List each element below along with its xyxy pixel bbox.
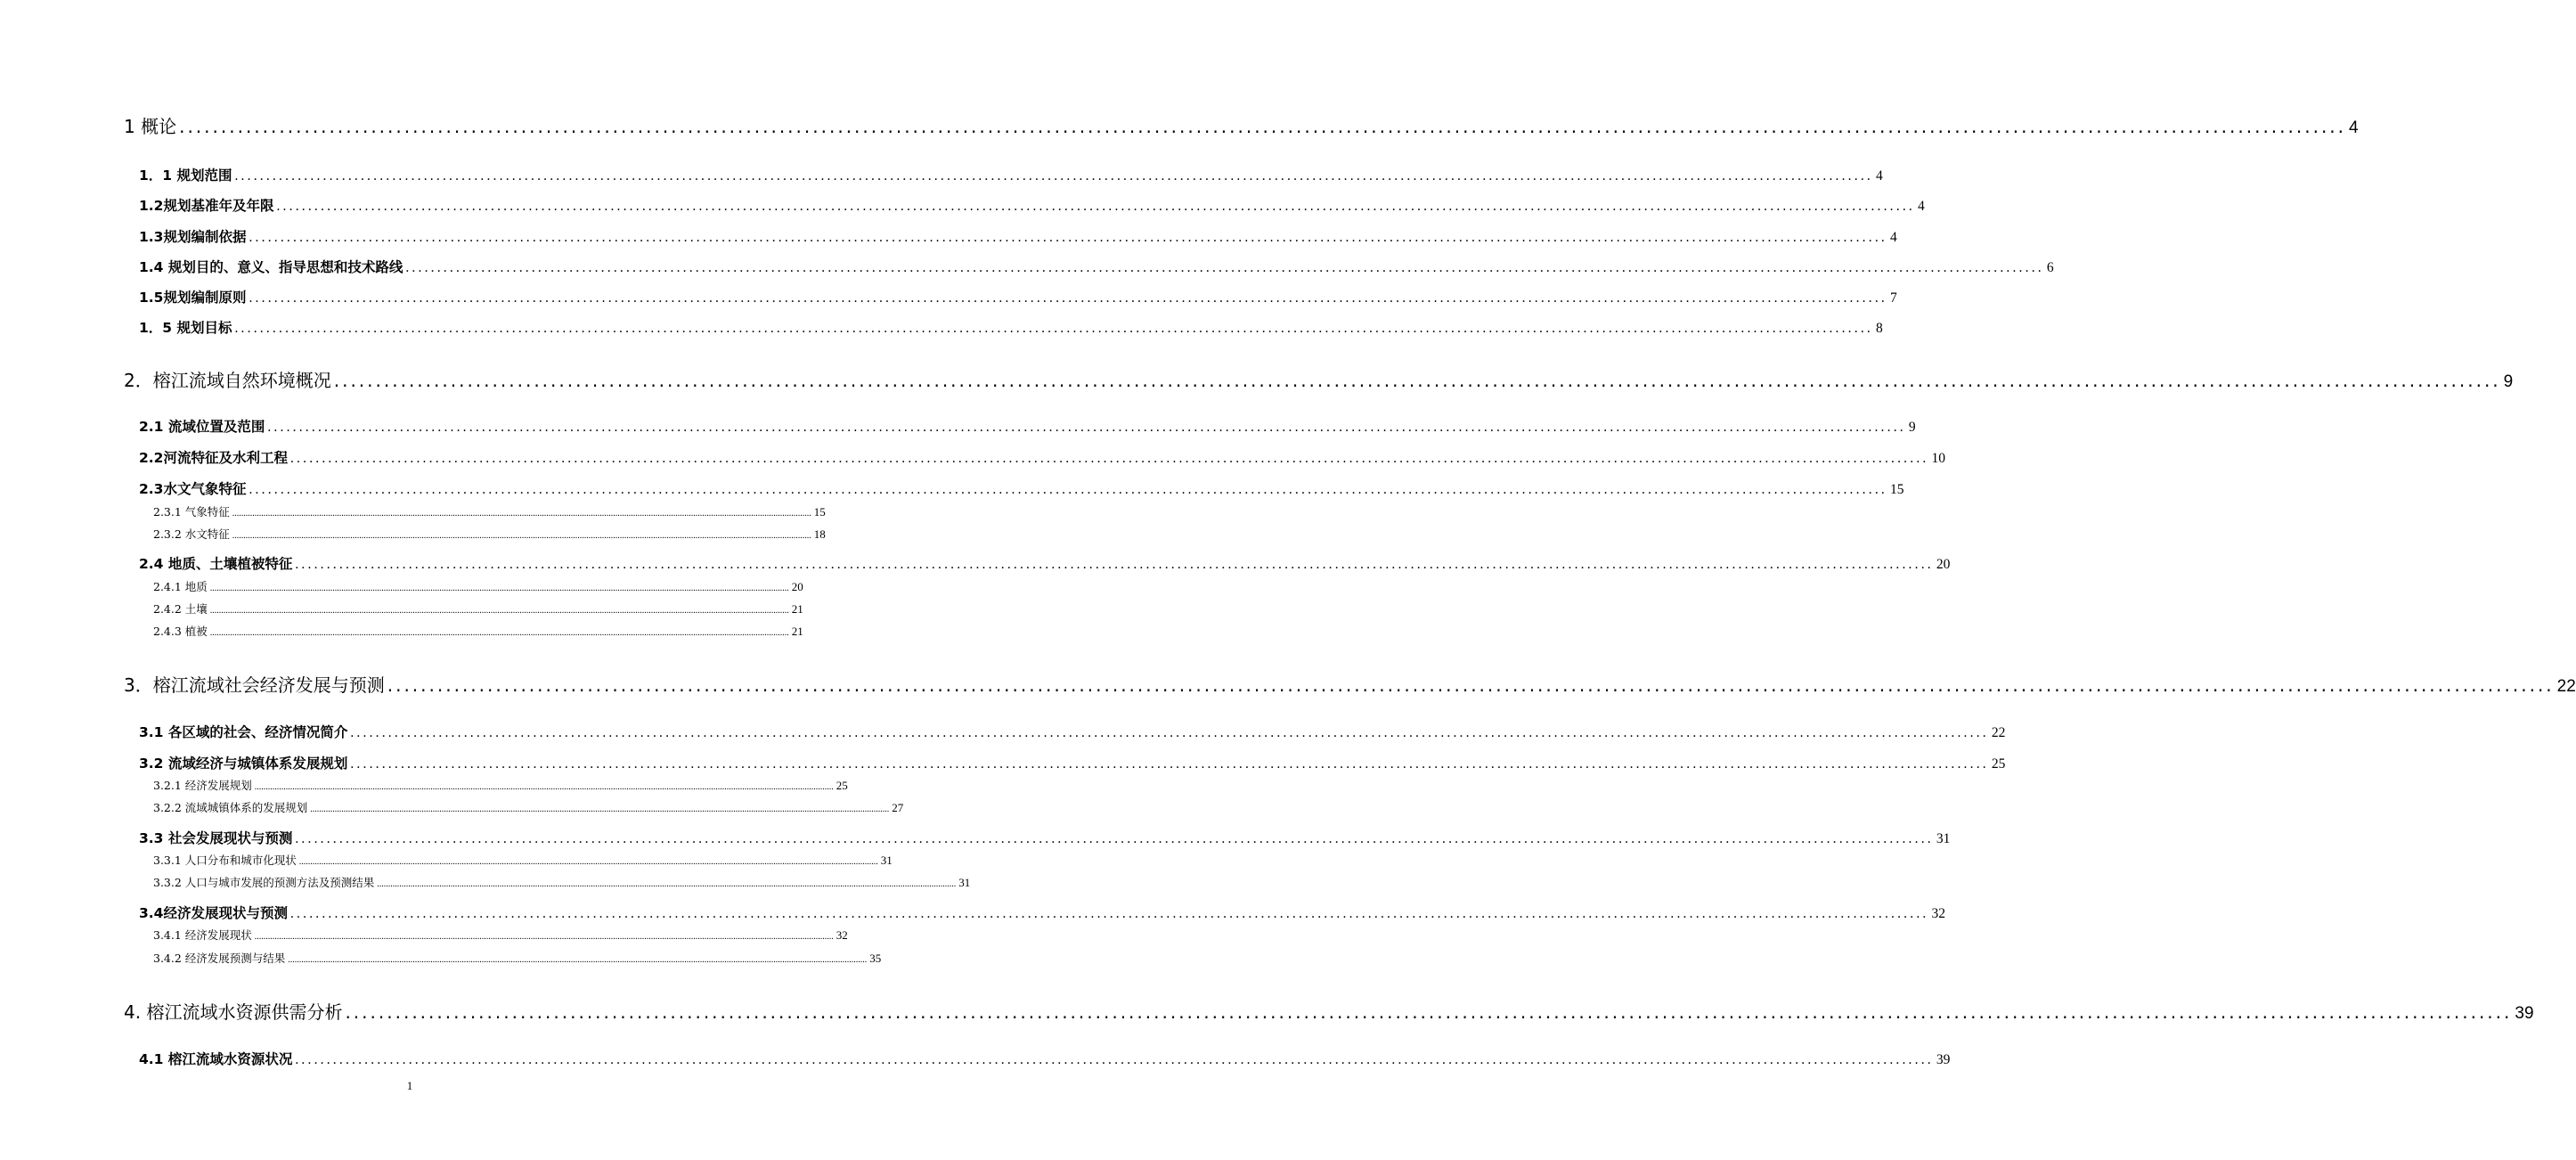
toc-entry-page: 32 bbox=[1931, 906, 1945, 921]
toc-dot-leader: .................................................................................................................................................................................................................................................................... bbox=[209, 628, 789, 638]
toc-entry-title: 3.2.1 经济发展规划 bbox=[153, 779, 252, 792]
toc-dot-leader: .................................................................................................................................................................................................................................................................... bbox=[289, 451, 1929, 466]
toc-dot-leader: .................................................................................................................................................................................................................................................................... bbox=[295, 1052, 1934, 1067]
toc-entry[interactable] bbox=[153, 950, 882, 966]
toc-dot-leader: .................................................................................................................................................................................................................................................................... bbox=[267, 420, 1906, 435]
toc-entry-page: 8 bbox=[1875, 321, 1883, 336]
toc-entry-page: 39 bbox=[1936, 1052, 1951, 1067]
toc-entry-title: 1．1 规划范围 bbox=[139, 167, 232, 184]
toc-entry-page: 21 bbox=[791, 625, 803, 638]
toc-entry[interactable] bbox=[139, 553, 1951, 573]
toc-entry-title: 2.3.1 气象特征 bbox=[153, 505, 230, 519]
toc-entry-page: 22 bbox=[1991, 725, 2006, 740]
toc-entry[interactable] bbox=[153, 874, 971, 890]
page-number: 1 bbox=[406, 1079, 413, 1092]
toc-entry-title: 2.3.2 水文特征 bbox=[153, 527, 230, 541]
toc-entry[interactable] bbox=[153, 526, 826, 542]
toc-entry-page: 4 bbox=[1889, 230, 1897, 245]
toc-dot-leader: .................................................................................................................................................................................................................................................................... bbox=[289, 906, 1929, 921]
toc-entry[interactable] bbox=[124, 998, 2534, 1024]
toc-dot-leader: .................................................................................................................................................................................................................................................................... bbox=[387, 674, 2555, 696]
toc-dot-leader: .................................................................................................................................................................................................................................................................... bbox=[209, 606, 789, 616]
toc-entry-page: 22 bbox=[2556, 677, 2576, 696]
toc-dot-leader: .................................................................................................................................................................................................................................................................... bbox=[310, 805, 890, 814]
toc-entry[interactable] bbox=[139, 226, 1897, 246]
toc-dot-leader: .................................................................................................................................................................................................................................................................... bbox=[333, 370, 2501, 391]
toc-entry[interactable] bbox=[153, 852, 893, 868]
toc-entry[interactable] bbox=[139, 753, 2006, 772]
toc-entry[interactable] bbox=[139, 1049, 1951, 1068]
toc-entry-page: 4 bbox=[1875, 168, 1883, 184]
toc-entry-page: 6 bbox=[2046, 260, 2054, 275]
toc-dot-leader: .................................................................................................................................................................................................................................................................... bbox=[295, 831, 1934, 846]
toc-entry-page: 18 bbox=[813, 527, 826, 541]
toc-entry-page: 9 bbox=[2503, 372, 2514, 391]
toc-entry-title: 3.1 各区域的社会、经济情况简介 bbox=[139, 724, 348, 740]
toc-entry[interactable] bbox=[124, 112, 2359, 138]
toc-entry-page: 35 bbox=[869, 952, 882, 965]
toc-entry-title: 1 概论 bbox=[124, 116, 177, 137]
toc-entry-page: 21 bbox=[791, 602, 803, 616]
toc-entry-title: 4.1 榕江流域水资源状况 bbox=[139, 1051, 293, 1067]
toc-entry[interactable] bbox=[139, 447, 1945, 467]
toc-entry-title: 2.4.2 土壤 bbox=[153, 602, 208, 616]
toc-entry-title: 1.5规划编制原则 bbox=[139, 290, 247, 306]
toc-entry-title: 3.4经济发展现状与预测 bbox=[139, 905, 288, 921]
toc-entry-page: 31 bbox=[958, 876, 971, 889]
toc-entry[interactable] bbox=[153, 623, 803, 639]
toc-entry-title: 4. 榕江流域水资源供需分析 bbox=[124, 1001, 343, 1023]
toc-dot-leader: .................................................................................................................................................................................................................................................................... bbox=[234, 321, 1873, 336]
toc-entry-title: 3.3 社会发展现状与预测 bbox=[139, 830, 293, 846]
toc-entry-title: 3.4.2 经济发展预测与结果 bbox=[153, 952, 286, 965]
toc-entry[interactable] bbox=[139, 165, 1883, 184]
toc-entry-page: 32 bbox=[836, 928, 848, 942]
toc-entry-page: 25 bbox=[1991, 756, 2006, 772]
toc-dot-leader: .................................................................................................................................................................................................................................................................... bbox=[249, 230, 1887, 245]
toc-entry[interactable] bbox=[139, 257, 2054, 276]
toc-dot-leader: .................................................................................................................................................................................................................................................................... bbox=[405, 260, 2044, 275]
toc-entry[interactable] bbox=[139, 722, 2006, 741]
toc-dot-leader: .................................................................................................................................................................................................................................................................... bbox=[249, 290, 1887, 306]
toc-entry[interactable] bbox=[139, 478, 1904, 498]
toc-entry-page: 25 bbox=[836, 779, 848, 792]
toc-entry-page: 31 bbox=[880, 854, 893, 867]
toc-dot-leader: .................................................................................................................................................................................................................................................................... bbox=[276, 199, 1915, 214]
toc-entry-page: 31 bbox=[1936, 831, 1951, 846]
toc-entry-title: 2.1 流域位置及范围 bbox=[139, 419, 265, 435]
toc-dot-leader: .................................................................................................................................................................................................................................................................... bbox=[254, 932, 834, 942]
toc-dot-leader: .................................................................................................................................................................................................................................................................... bbox=[350, 725, 1989, 740]
toc-entry-title: 2.4.3 植被 bbox=[153, 625, 208, 638]
toc-dot-leader: .................................................................................................................................................................................................................................................................... bbox=[288, 955, 868, 965]
toc-entry-title: 3．榕江流域社会经济发展与预测 bbox=[124, 674, 385, 696]
toc-entry-page: 7 bbox=[1889, 290, 1897, 306]
toc-entry[interactable] bbox=[153, 799, 904, 815]
toc-entry-page: 27 bbox=[892, 801, 904, 814]
toc-entry-title: 1．5 规划目标 bbox=[139, 320, 232, 336]
toc-dot-leader: .................................................................................................................................................................................................................................................................... bbox=[249, 482, 1887, 497]
toc-entry-page: 20 bbox=[1936, 557, 1951, 572]
toc-entry-page: 20 bbox=[791, 580, 803, 593]
toc-entry-page: 15 bbox=[1889, 482, 1904, 497]
toc-entry[interactable] bbox=[153, 927, 848, 943]
toc-entry[interactable] bbox=[153, 600, 803, 617]
toc-entry[interactable] bbox=[153, 503, 826, 519]
toc-dot-leader: .................................................................................................................................................................................................................................................................... bbox=[345, 1001, 2513, 1023]
toc-entry[interactable] bbox=[124, 366, 2514, 392]
toc-dot-leader: .................................................................................................................................................................................................................................................................... bbox=[350, 756, 1989, 772]
toc-entry[interactable] bbox=[139, 317, 1883, 337]
toc-dot-leader: .................................................................................................................................................................................................................................................................... bbox=[254, 782, 834, 792]
toc-entry-title: 2.3水文气象特征 bbox=[139, 481, 247, 497]
toc-entry[interactable] bbox=[139, 828, 1951, 847]
toc-entry-title: 1.3规划编制依据 bbox=[139, 229, 247, 245]
toc-entry-title: 2.4 地质、土壤植被特征 bbox=[139, 556, 293, 572]
toc-entry[interactable] bbox=[153, 777, 848, 793]
toc-entry-title: 3.4.1 经济发展现状 bbox=[153, 928, 252, 942]
toc-entry-page: 15 bbox=[813, 505, 826, 519]
toc-entry[interactable] bbox=[153, 578, 803, 594]
toc-entry-title: 3.2.2 流域城镇体系的发展规划 bbox=[153, 801, 308, 814]
toc-entry-title: 2．榕江流域自然环境概况 bbox=[124, 370, 331, 391]
toc-entry-page: 39 bbox=[2515, 1004, 2534, 1023]
toc-entry-title: 2.4.1 地质 bbox=[153, 580, 208, 593]
toc-dot-leader: .................................................................................................................................................................................................................................................................... bbox=[179, 116, 2347, 137]
toc-dot-leader: .................................................................................................................................................................................................................................................................... bbox=[232, 531, 811, 541]
toc-entry[interactable] bbox=[139, 416, 1916, 436]
toc-entry[interactable] bbox=[124, 671, 2576, 697]
toc-entry-title: 3.2 流域经济与城镇体系发展规划 bbox=[139, 756, 348, 772]
toc-dot-leader: .................................................................................................................................................................................................................................................................... bbox=[232, 509, 811, 519]
toc-dot-leader: .................................................................................................................................................................................................................................................................... bbox=[298, 857, 878, 867]
toc-dot-leader: .................................................................................................................................................................................................................................................................... bbox=[209, 584, 789, 593]
toc-entry-page: 9 bbox=[1908, 420, 1916, 435]
toc-entry-title: 1.2规划基准年及年限 bbox=[139, 198, 274, 214]
toc-entry-page: 4 bbox=[1917, 199, 1925, 214]
toc-entry-page: 4 bbox=[2349, 118, 2359, 137]
toc-entry-title: 3.3.2 人口与城市发展的预测方法及预测结果 bbox=[153, 876, 375, 889]
toc-dot-leader: .................................................................................................................................................................................................................................................................... bbox=[234, 168, 1873, 184]
toc-entry[interactable] bbox=[139, 195, 1925, 215]
toc-entry-page: 10 bbox=[1931, 451, 1945, 466]
toc-dot-leader: .................................................................................................................................................................................................................................................................... bbox=[377, 879, 957, 889]
toc-entry-title: 2.2河流特征及水利工程 bbox=[139, 450, 288, 466]
toc-entry[interactable] bbox=[139, 903, 1945, 922]
toc-entry-title: 3.3.1 人口分布和城市化现状 bbox=[153, 854, 297, 867]
toc-entry-title: 1.4 规划目的、意义、指导思想和技术路线 bbox=[139, 259, 404, 275]
toc-entry[interactable] bbox=[139, 287, 1897, 306]
toc-dot-leader: .................................................................................................................................................................................................................................................................... bbox=[295, 557, 1934, 572]
